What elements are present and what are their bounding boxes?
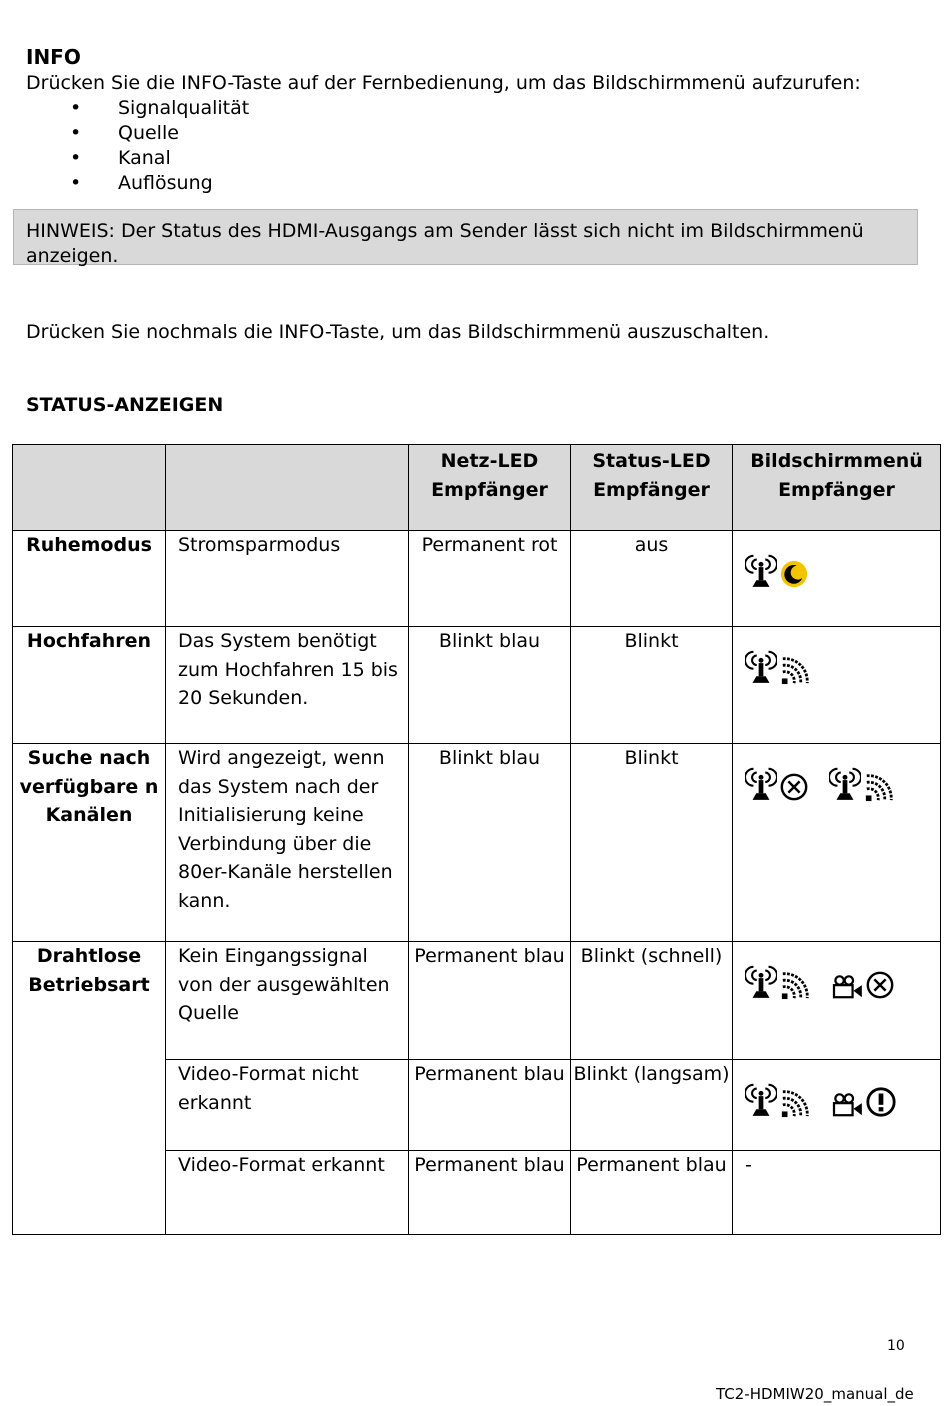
footer-text: TC2-HDMIW20_manual_de bbox=[716, 1385, 914, 1403]
osd-cell bbox=[733, 744, 941, 942]
mode-cell: Suche nach verfügbare n Kanälen bbox=[13, 744, 166, 942]
table-row bbox=[13, 627, 941, 744]
mode-cell: Hochfahren bbox=[13, 627, 166, 744]
signal-icon bbox=[863, 772, 895, 802]
power-led-cell: Blinkt blau bbox=[409, 627, 571, 744]
no-signal-icon bbox=[865, 970, 895, 1000]
power-led-cell: Blinkt blau bbox=[409, 744, 571, 942]
desc-cell: Stromsparmodus bbox=[166, 531, 409, 627]
status-table bbox=[12, 444, 941, 1235]
power-led-cell: Permanent blau bbox=[409, 1060, 571, 1151]
antenna-icon bbox=[745, 645, 777, 685]
status-led-cell: Blinkt bbox=[571, 627, 733, 744]
no-signal-icon bbox=[779, 772, 809, 802]
desc-cell: Video-Format erkannt bbox=[166, 1151, 409, 1235]
camera-icon bbox=[831, 1092, 863, 1118]
mode-cell: Drahtlose Betriebsart bbox=[13, 942, 166, 1235]
list-item: • Quelle bbox=[26, 121, 249, 146]
status-led-cell: Blinkt (schnell) bbox=[571, 942, 733, 1060]
list-item: • Signalqualität bbox=[26, 96, 249, 121]
status-led-cell: Blinkt (langsam) bbox=[571, 1060, 733, 1151]
mode-cell: Ruhemodus bbox=[13, 531, 166, 627]
table-row bbox=[13, 942, 941, 1060]
info-off-text: Drücken Sie nochmals die INFO-Taste, um das Bildschirmmenü auszuschalten. bbox=[26, 321, 770, 343]
antenna-icon bbox=[829, 762, 861, 802]
header-osd: Bildschirmmenü Empfänger bbox=[733, 445, 941, 531]
antenna-icon bbox=[745, 960, 777, 1000]
power-led-cell: Permanent blau bbox=[409, 942, 571, 1060]
desc-cell: Kein Eingangssignal von der ausgewählten Quelle bbox=[166, 942, 409, 1060]
antenna-icon bbox=[745, 1078, 777, 1118]
note-box bbox=[13, 209, 918, 265]
list-item: • Kanal bbox=[26, 146, 249, 171]
table-header-row bbox=[13, 445, 941, 531]
info-intro: Drücken Sie die INFO-Taste auf der Fernbedienung, um das Bildschirmmenü aufzurufen: bbox=[26, 72, 861, 94]
table-row bbox=[13, 744, 941, 942]
warning-icon bbox=[865, 1086, 897, 1118]
camera-icon bbox=[831, 974, 863, 1000]
header-power-led: Netz-LED Empfänger bbox=[409, 445, 571, 531]
table-row bbox=[13, 531, 941, 627]
signal-icon bbox=[779, 970, 811, 1000]
osd-cell bbox=[733, 627, 941, 744]
desc-cell: Das System benötigt zum Hochfahren 15 bis 20 Sekunden. bbox=[166, 627, 409, 744]
signal-icon bbox=[779, 1088, 811, 1118]
list-item: • Auflösung bbox=[26, 171, 249, 196]
header-cell bbox=[166, 445, 409, 531]
header-status-led: Status-LED Empfänger bbox=[571, 445, 733, 531]
note-text: HINWEIS: Der Status des HDMI-Ausgangs am Sender lässt sich nicht im Bildschirmmenü anzeigen. bbox=[26, 220, 864, 267]
moon-icon bbox=[779, 559, 809, 589]
power-led-cell: Permanent rot bbox=[409, 531, 571, 627]
power-led-cell: Permanent blau bbox=[409, 1151, 571, 1235]
section-title: STATUS-ANZEIGEN bbox=[26, 394, 224, 416]
status-led-cell: Blinkt bbox=[571, 744, 733, 942]
header-cell bbox=[13, 445, 166, 531]
info-title: INFO bbox=[26, 45, 81, 69]
signal-icon bbox=[779, 655, 811, 685]
page-number: 10 bbox=[887, 1338, 905, 1354]
status-led-cell: Permanent blau bbox=[571, 1151, 733, 1235]
osd-cell bbox=[733, 531, 941, 627]
desc-cell: Video-Format nicht erkannt bbox=[166, 1060, 409, 1151]
antenna-icon bbox=[745, 549, 777, 589]
antenna-icon bbox=[745, 762, 777, 802]
info-list bbox=[26, 96, 249, 196]
osd-cell bbox=[733, 1060, 941, 1151]
desc-cell: Wird angezeigt, wenn das System nach der Initialisierung keine Verbindung über die 80er-Kanäle herstellen kann. bbox=[166, 744, 409, 942]
osd-cell bbox=[733, 942, 941, 1060]
osd-cell: - bbox=[733, 1151, 941, 1235]
status-led-cell: aus bbox=[571, 531, 733, 627]
